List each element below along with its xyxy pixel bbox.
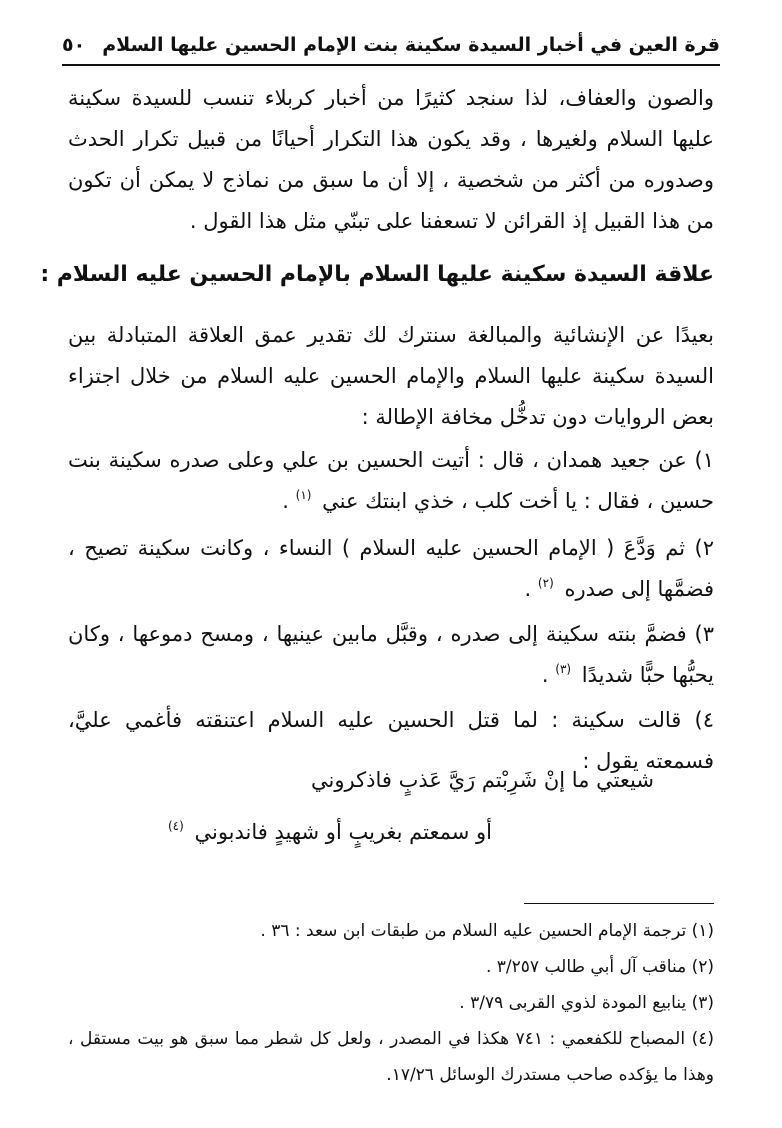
narration-end: . [524, 577, 532, 601]
footnote-ref[interactable]: (٣) [555, 662, 572, 676]
section-paragraph: بعيدًا عن الإنشائية والمبالغة سنترك لك تقدير عمق العلاقة المتبادلة بين السيدة سكينة عليها السلام والإمام الحسين عليه السلام من خلال اجتزاء بعض الروايات دون تدخُّل مخافة الإطالة : [68, 323, 714, 429]
footnote-ref[interactable]: (٤) [167, 819, 184, 833]
narration-end: . [541, 663, 549, 687]
poem-line-2-text: أو سمعتم بغريبٍ أو شهيدٍ فاندبوني [194, 820, 492, 844]
footnote-1: (١) ترجمة الإمام الحسين عليه السلام من طبقات ابن سعد : ٣٦ . [260, 921, 714, 941]
poem-line-2 [168, 820, 492, 844]
footnote-ref[interactable]: (٢) [537, 576, 554, 590]
running-header [62, 30, 720, 66]
poem-line-1: شيعتي ما إنْ شَرِبْتم رَيَّ عَذبٍ فاذكروني [311, 768, 654, 792]
narration-text: ١) عن جعيد همدان ، قال : أتيت الحسين بن علي وعلى صدره سكينة بنت حسين ، فقال : يا أخت كلب ، خذي ابنتك عني [68, 448, 714, 513]
narration-text: ٤) قالت سكينة : لما قتل الحسين عليه السلام اعتنقته فأغمي عليَّ، فسمعته يقول : [68, 708, 714, 773]
footnote-divider [524, 903, 714, 904]
narration-1 [68, 440, 714, 525]
footnote-ref[interactable]: (١) [295, 488, 312, 502]
intro-paragraph: والصون والعفاف، لذا سنجد كثيرًا من أخبار كربلاء تنسب للسيدة سكينة عليها السلام ولغيرها ، وقد يكون هذا التكرار أحيانًا من قبيل تكرار الحدث وصدوره من أكثر من شخصية ، إلا أن ما سبق من نماذج لا يمكن أن تكون من هذا القبيل إذ القرائن لا تسعفنا على تبنّي مثل هذا القول . [68, 86, 714, 233]
section-heading: علاقة السيدة سكينة عليها السلام بالإمام الحسين عليه السلام : [40, 262, 714, 287]
footnote-2: (٢) مناقب آل أبي طالب ٣/٢٥٧ . [485, 957, 714, 977]
header-title: قرة العين في أخبار السيدة سكينة بنت الإمام الحسين عليها السلام [102, 34, 720, 56]
narration-3 [68, 614, 714, 699]
page-number: ٥٠ [62, 34, 86, 56]
narration-end: . [282, 489, 289, 513]
narration-2 [68, 528, 714, 613]
footnote-4: (٤) المصباح للكفعمي : ٧٤١ هكذا في المصدر ، ولعل كل شطر مما سبق هو بيت مستقل ، وهذا ما يؤكده صاحب مستدرك الوسائل ١٧/٢٦. [68, 1029, 715, 1085]
narration-text: ٢) ثم وَدَّعَ ( الإمام الحسين عليه السلام ) النساء ، وكانت سكينة تصيح ، فضمَّها إلى صدره [68, 536, 714, 601]
footnotes [68, 913, 714, 1093]
footnote-3: (٣) ينابيع المودة لذوي القربى ٣/٧٩ . [459, 993, 714, 1013]
narration-text: ٣) فضمَّ بنته سكينة إلى صدره ، وقبَّل مابين عينيها ، ومسح دموعها ، وكان يحبُّها حبًّا شديدًا [68, 622, 714, 687]
